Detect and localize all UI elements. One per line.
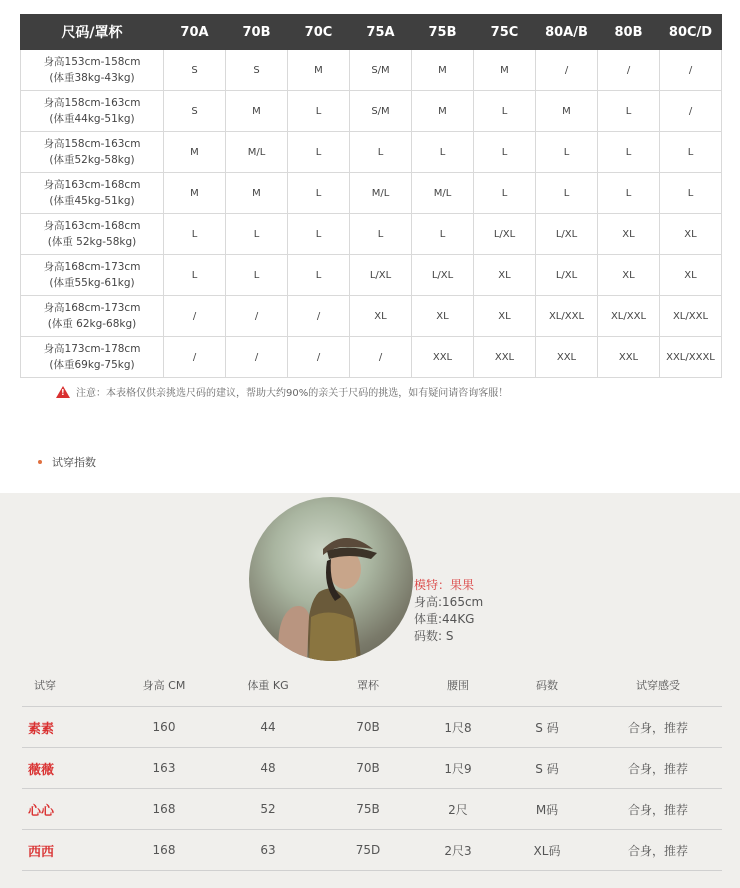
model-info — [414, 577, 483, 645]
size-chart-body-spec — [21, 173, 164, 214]
fit-feel-cell: 合身，推荐 — [594, 748, 722, 789]
size-chart-cell: L — [474, 132, 536, 173]
size-chart-body-spec — [21, 214, 164, 255]
size-chart-cell: L — [288, 132, 350, 173]
model-weight: 体重:44KG — [414, 612, 475, 626]
size-chart-header-row — [21, 15, 722, 50]
size-chart-cell: XXL/XXXL — [660, 337, 722, 378]
size-chart-header: 80B — [598, 15, 660, 50]
size-chart-table — [20, 14, 722, 378]
size-chart-body-spec — [21, 337, 164, 378]
body-height: 身高158cm-163cm — [43, 97, 141, 109]
model-photo-illustration — [249, 497, 413, 661]
size-chart-cell: XL — [598, 214, 660, 255]
size-chart-cell: L — [164, 255, 226, 296]
size-chart-cell: L — [598, 91, 660, 132]
size-note-text: 注意：本表格仅供亲挑选尺码的建议，帮助大约90%的亲关于尺码的挑选，如有疑问请咨询客服！ — [76, 388, 509, 399]
size-chart-header: 75B — [412, 15, 474, 50]
size-chart-cell: M/L — [226, 132, 288, 173]
fit-table-header: 码数 — [500, 664, 594, 707]
size-chart-cell: M — [288, 50, 350, 91]
fit-table-header: 试穿 — [22, 664, 112, 707]
size-chart-cell: L — [288, 214, 350, 255]
size-chart-row — [21, 173, 722, 214]
size-chart-cell: XL — [474, 296, 536, 337]
fit-feel-cell: 合身，推荐 — [594, 707, 722, 748]
model-size: 码数: S — [414, 629, 454, 643]
size-chart-body-spec — [21, 296, 164, 337]
fit-cup-cell: 70B — [320, 707, 416, 748]
size-chart-row — [21, 91, 722, 132]
fit-table-row — [22, 748, 722, 789]
size-chart-cell: / — [660, 91, 722, 132]
fit-height-cell: 168 — [112, 789, 216, 830]
fit-table-header: 体重 KG — [216, 664, 320, 707]
size-chart-body — [21, 50, 722, 378]
fit-weight-cell: 52 — [216, 789, 320, 830]
size-chart-cell: XL — [598, 255, 660, 296]
fit-size-cell: M码 — [500, 789, 594, 830]
size-chart-cell: XL/XXL — [598, 296, 660, 337]
size-chart-cell: S — [164, 50, 226, 91]
size-chart-cell: L — [350, 132, 412, 173]
size-chart-cell: M — [474, 50, 536, 91]
body-weight: (体重52kg-58kg) — [49, 154, 135, 166]
size-chart-cell: S/M — [350, 50, 412, 91]
fit-height-cell: 163 — [112, 748, 216, 789]
body-weight: (体重 62kg-68kg) — [47, 318, 137, 330]
bullet-icon — [38, 460, 42, 464]
body-height: 身高153cm-158cm — [43, 56, 141, 68]
fit-waist-cell: 1尺9 — [416, 748, 500, 789]
size-chart-header: 75C — [474, 15, 536, 50]
fit-size-cell: XL码 — [500, 830, 594, 871]
size-chart-cell: L — [288, 255, 350, 296]
size-chart-cell: XL — [474, 255, 536, 296]
size-chart-cell: XXL — [536, 337, 598, 378]
fit-weight-cell: 44 — [216, 707, 320, 748]
size-chart-row — [21, 132, 722, 173]
size-chart-cell: XL — [412, 296, 474, 337]
size-chart-cell: L — [474, 173, 536, 214]
fit-table — [22, 664, 722, 871]
body-height: 身高173cm-178cm — [43, 343, 141, 355]
size-chart-cell: / — [536, 50, 598, 91]
size-chart-row — [21, 296, 722, 337]
body-height: 身高158cm-163cm — [43, 138, 141, 150]
size-chart-cell: L — [660, 132, 722, 173]
size-chart-cell: / — [164, 296, 226, 337]
size-chart-cell: M/L — [412, 173, 474, 214]
fit-height-cell: 168 — [112, 830, 216, 871]
size-chart-cell: L/XL — [536, 214, 598, 255]
size-chart-body-spec — [21, 91, 164, 132]
fit-feel-cell: 合身，推荐 — [594, 830, 722, 871]
fit-name-cell: 薇薇 — [22, 748, 112, 789]
size-chart-cell: M — [536, 91, 598, 132]
size-chart-cell: XL — [660, 255, 722, 296]
size-chart-cell: L — [164, 214, 226, 255]
fit-weight-cell: 63 — [216, 830, 320, 871]
fit-name-cell: 心心 — [22, 789, 112, 830]
body-height: 身高163cm-168cm — [43, 220, 141, 232]
size-chart-cell: M — [412, 50, 474, 91]
size-chart-cell: L — [474, 91, 536, 132]
fit-cup-cell: 75D — [320, 830, 416, 871]
size-chart-cell: L — [412, 132, 474, 173]
size-chart-cell: XL/XXL — [660, 296, 722, 337]
size-chart-row — [21, 50, 722, 91]
size-chart-cell: L — [226, 255, 288, 296]
size-chart-row — [21, 337, 722, 378]
fit-table-body — [22, 707, 722, 871]
size-chart-cell: XL — [350, 296, 412, 337]
fit-size-cell: S 码 — [500, 748, 594, 789]
body-weight: (体重55kg-61kg) — [49, 277, 135, 289]
fit-index-title — [38, 454, 96, 470]
size-chart-cell: S/M — [350, 91, 412, 132]
size-chart-cell: / — [660, 50, 722, 91]
size-chart-cell: XXL — [412, 337, 474, 378]
size-chart-cell: XL/XXL — [536, 296, 598, 337]
fit-size-cell: S 码 — [500, 707, 594, 748]
size-chart-cell: XXL — [474, 337, 536, 378]
body-weight: (体重 52kg-58kg) — [47, 236, 137, 248]
size-chart-cell: M — [226, 173, 288, 214]
size-chart-header: 尺码/罩杯 — [21, 15, 164, 50]
fit-weight-cell: 48 — [216, 748, 320, 789]
size-chart-header: 70B — [226, 15, 288, 50]
size-chart-cell: / — [164, 337, 226, 378]
size-chart-cell: M — [412, 91, 474, 132]
fit-index-title-text: 试穿指数 — [52, 456, 96, 469]
size-chart-cell: L — [660, 173, 722, 214]
body-weight: (体重38kg-43kg) — [49, 72, 135, 84]
model-photo — [249, 497, 413, 661]
size-chart-cell: L — [288, 173, 350, 214]
warning-icon: ! — [56, 386, 70, 398]
fit-height-cell: 160 — [112, 707, 216, 748]
size-chart-cell: L — [598, 173, 660, 214]
size-chart-cell: M — [164, 173, 226, 214]
size-chart-header: 70C — [288, 15, 350, 50]
size-chart-cell: L — [226, 214, 288, 255]
size-chart-cell: XL — [660, 214, 722, 255]
fit-panel — [0, 493, 740, 888]
size-chart-cell: M — [226, 91, 288, 132]
size-chart-cell: L — [536, 132, 598, 173]
fit-table-header: 罩杯 — [320, 664, 416, 707]
size-chart-header: 80C/D — [660, 15, 722, 50]
size-chart-cell: S — [226, 50, 288, 91]
fit-cup-cell: 70B — [320, 748, 416, 789]
fit-table-header-row — [22, 664, 722, 707]
fit-table-header: 身高 CM — [112, 664, 216, 707]
size-chart-cell: M — [164, 132, 226, 173]
size-chart-cell: M/L — [350, 173, 412, 214]
size-chart-cell: L/XL — [412, 255, 474, 296]
fit-table-row — [22, 789, 722, 830]
fit-table-row — [22, 830, 722, 871]
size-chart-row — [21, 214, 722, 255]
model-height: 身高:165cm — [414, 595, 484, 609]
size-chart-header: 80A/B — [536, 15, 598, 50]
body-height: 身高168cm-173cm — [43, 261, 141, 273]
size-chart-cell: L/XL — [350, 255, 412, 296]
fit-waist-cell: 2尺 — [416, 789, 500, 830]
fit-table-header: 腰围 — [416, 664, 500, 707]
size-chart-cell: XXL — [598, 337, 660, 378]
fit-table-header: 试穿感受 — [594, 664, 722, 707]
size-chart-body-spec — [21, 132, 164, 173]
fit-table-row — [22, 707, 722, 748]
size-chart-cell: L — [288, 91, 350, 132]
fit-cup-cell: 75B — [320, 789, 416, 830]
size-chart-cell: / — [598, 50, 660, 91]
size-chart-cell: L — [412, 214, 474, 255]
size-chart-header: 75A — [350, 15, 412, 50]
body-weight: (体重45kg-51kg) — [49, 195, 135, 207]
size-chart-cell: S — [164, 91, 226, 132]
fit-waist-cell: 1尺8 — [416, 707, 500, 748]
size-chart-cell: L/XL — [536, 255, 598, 296]
size-chart-row — [21, 255, 722, 296]
body-height: 身高168cm-173cm — [43, 302, 141, 314]
fit-waist-cell: 2尺3 — [416, 830, 500, 871]
size-chart-body-spec — [21, 50, 164, 91]
body-height: 身高163cm-168cm — [43, 179, 141, 191]
body-weight: (体重44kg-51kg) — [49, 113, 135, 125]
fit-name-cell: 西西 — [22, 830, 112, 871]
size-chart-cell: / — [288, 337, 350, 378]
size-chart-body-spec — [21, 255, 164, 296]
fit-feel-cell: 合身，推荐 — [594, 789, 722, 830]
size-chart-cell: L — [598, 132, 660, 173]
size-chart-cell: / — [350, 337, 412, 378]
size-chart-cell: L — [350, 214, 412, 255]
fit-name-cell: 素素 — [22, 707, 112, 748]
size-chart-cell: / — [288, 296, 350, 337]
size-chart-header: 70A — [164, 15, 226, 50]
body-weight: (体重69kg-75kg) — [49, 359, 135, 371]
size-chart-cell: L/XL — [474, 214, 536, 255]
size-chart-cell: L — [536, 173, 598, 214]
model-name: 模特：果果 — [414, 578, 475, 592]
size-chart-cell: / — [226, 296, 288, 337]
size-chart-cell: / — [226, 337, 288, 378]
size-note — [56, 384, 508, 399]
